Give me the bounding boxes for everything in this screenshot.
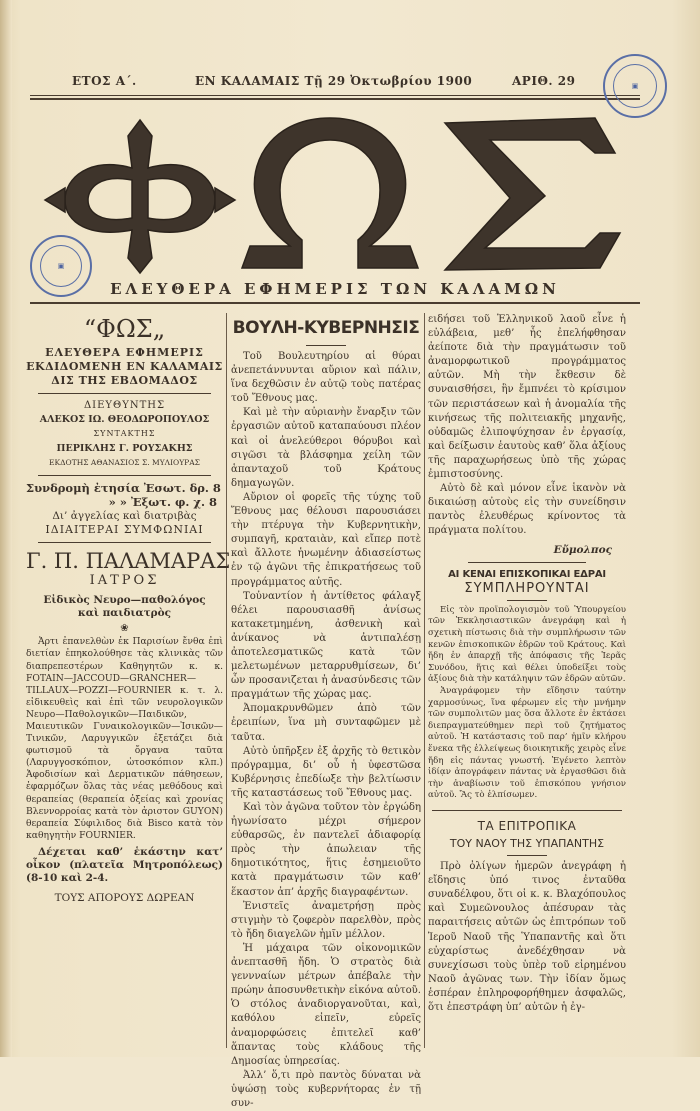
masthead-tagline: ΕΛΕΥΘΕΡΑ ΕΦΗΜΕΡΙΣ ΤΩΝ ΚΑΛΑΜΩΝ	[110, 280, 560, 298]
divider	[507, 855, 547, 856]
ads-line: Δι’ ἀγγελίας καὶ διατριβὰς	[52, 509, 197, 522]
article-paragraph: Ἐνιστεῖς ἀναμετρήσῃ πρὸς στιγμὴν τὸ ζοφερὸν παρελθὸν, πρὸς τὸ ἤδη διαγελῶν ἡμῖν μέλλον.	[231, 900, 421, 940]
article-signature: Εὔμολπος	[553, 543, 612, 556]
article-paragraph: Αὐτὸ δὲ καὶ μόνον εἶνε ἱκανὸν νὰ δικαιώσῃ αὐτοὺς εἰς τὴν συνείδησιν παντὸς ἐλευθέρως κρίνοντος τὰ πράγματα πολίτου.	[428, 483, 626, 537]
divider	[38, 475, 211, 476]
library-stamp-left-icon: ▣	[57, 262, 65, 270]
library-stamp-top-icon: ▣	[631, 82, 639, 90]
special-terms: ΙΔΙΑΙΤΕΡΑΙ ΣΥΜΦΩΝΙΑΙ	[45, 523, 204, 537]
divider	[306, 345, 346, 346]
column-rule-1	[226, 313, 227, 1048]
paper-sub3: ΔΙΣ ΤΗΣ ΕΒΔΟΜΑΔΟΣ	[51, 374, 198, 388]
header-rule-top-thick	[30, 98, 640, 100]
article-paragraph: Ἀναγράφομεν τὴν εἴδησιν ταύτην χαρμοσύνως, ἵνα φέρωμεν εἰς τὴν μνήμην τῶν συμπολιτῶν μας ὅσα ἄλλοτε ἐν ἐκτάσει διεπραγματεύθημεν περὶ τοῦ ζητήματος αὐτοῦ. Ἡ κατάστασις τοῦ παρ’ ἡμῖν κλήρου ἕνεκα τῆς ἐλλείψεως διοικητικῆς χειρὸς εἶνε ἤδη εἰς πάντας γνωστή. Ἐγένετο λεπτὸν ἰδίᾳν ἀπογράφειν πάντας νὰ ἐργασθῶσι διὰ τὴν ἀναβίωσιν τοῦ ἐπισκόπου γνήσιον αὐτοῦ. Ἂς τὸ ἐλπίσωμεν.	[428, 685, 626, 801]
column-rule-2	[424, 313, 425, 1048]
continued-paragraph: ειδήσει τοῦ Ἑλληνικοῦ λαοῦ εἶνε ἡ εὐλάβεια, μεθ’ ἧς ἐπελήφθησαν ἀείποτε διὰ τὴν πραγμάτωσιν τοῦ ἀναμορφωτικοῦ προγράμματος αὐτῶν. Μὴ τὴν ἔκθεσιν δὲ συναισθήσει, ἣν ἔμπνέει τὸ κρίσιμον τῶν περιστάσεων καὶ ἡ ἀνομαλία τῆς κινήσεως τῆς πολιτειακῆς μηχανῆς, οὐδαμῶς ἐλιποψύχησαν ἐν ἐργασίᾳ, καὶ δείξωσιν ἑαυτοὺς καθ’ ὅλα ἀξίους τῆς παραχωρήσεως ὑπὸ τῆς χώρας ἐμπιστοσύνης.	[428, 314, 626, 481]
page-edge	[0, 0, 12, 1057]
article-paragraph: Ἡ μάχαιρα τῶν οἰκονομικῶν ἀνεπτασθῆ ἤδη. Ὁ στρατὸς διὰ γεννναίων μέτρων ἀπέβαλε τὴν πρώην ἀποσυνθετικὴν εἰκόνα αὐτοῦ. Ὁ στόλος ἀναδιοργανοῦται, καὶ, καθόλου εἰπεῖν, εὐρεῖς ἀναμορφώσεις ἐπιτελεῖ καθ’ ἅπαντας τοὺς κλάδους τῆς Δημοσίας ὑπηρεσίας.	[231, 942, 421, 1067]
header-rule-top	[30, 95, 640, 96]
column-1	[26, 313, 231, 905]
divider	[38, 542, 211, 543]
masthead-phi-glyph	[45, 120, 235, 273]
article-paragraph: Ἀλλ’ ὅ,τι πρὸ παντὸς δύναται νὰ ὑψώσῃ τοὺς κυβερνήτορας ἐν τῇ συν-	[231, 1069, 421, 1109]
masthead	[40, 108, 640, 278]
issue-number: ΑΡΙΘ. 29	[512, 74, 576, 88]
headline-bishops-2: ΣΥΜΠΛΗΡΟΥΝΤΑΙ	[464, 580, 590, 596]
ad-doctor-role: ΙΑΤΡΟΣ	[89, 573, 160, 589]
publisher-line: ΕΚΔΟΤΗΣ ΑΘΑΝΑΣΙΟΣ Σ. ΜΥΛΙΟΥΡΑΣ	[49, 457, 200, 467]
headline-church-1: ΤΑ ΕΠΙΤΡΟΠΙΚΑ	[477, 818, 577, 833]
ad-specialty: Εἰδικὸς Νευρο—παθολόγος καὶ παιδιατρὸς	[43, 594, 206, 620]
director-name: ΑΛΕΚΟΣ ΙΩ. ΘΕΟΔΩΡΟΠΟΥΛΟΣ	[39, 414, 210, 426]
editor-label: ΣΥΝΤΑΚΤΗΣ	[93, 429, 156, 439]
divider	[432, 810, 622, 811]
masthead-sigma-glyph	[445, 118, 620, 270]
ad-body: Ἀρτι ἐπανελθὼν ἐκ Παρισίων ἔνθα ἐπὶ διετίαν ἐπηκολούθησε τὰς κλινικὰς τῶν διαπρεπεστέρων Καθηγητῶν κ. κ. FOTAIN—JACCOUD—GRANCHER—TILLAUX—POZZI—FOURNIER κ. τ. λ. εἰδικευθεὶς καὶ ἐπὶ τῶν νευρολογικῶν Νευρο—Παθολογικῶν—Παιδικῶν, Μαιευτικῶν Γυναικολογικῶν—Ἰσικῶν—Τινικῶν, Λαρυγγικῶν ἐξετάζει διὰ φωτισμοῦ τὰ ὄργανα ταῦτα (Λαρυγγοσκόπιον, ὠτοσκόπιον κλπ.) Ἀφοδισίων καὶ Δερματικῶν πάθησεων, ἐφαρμόζων ὅλας τὰς νέας μεθόδους καὶ θεραπείας (θεραπεία ὀξείας καὶ χρονίας Βλεννορροίας κατὰ τὸν ἀριστον GUYON) θεραπεία Σύφιλιδος διὰ Bisco κατὰ τὸν καθηγητὴν FOURNIER.	[26, 636, 223, 841]
paper-sub2: ΕΚΔΙΔΟΜΕΝΗ ΕΝ ΚΑΛΑΜΑΙΣ	[26, 360, 223, 374]
article-headline: ΒΟΥΛΗ-ΚΥΒΕΡΝΗΣΙΣ	[232, 318, 420, 338]
subscription-line-2: » » Ἐξωτ. φ. χ. 8	[108, 494, 217, 509]
masthead-omega-glyph	[242, 118, 418, 268]
column-2	[231, 313, 421, 1111]
article-paragraph: Καὶ τὸν ἀγῶνα τοῦτον τὸν ἐργώδη ἠγωνίσατο μέχρι σήμερον εὐθαρσῶς, ἐν παντελεῖ ἀδιαφορίᾳ πρὸς τὴν ἀπωλειαν τῆς δημοτικότητος, ἥτις ἐσημειοῦτο κατὰ πραγμάτωσιν τῶν καθ’ ἕκαστον ἀπ’ ἀρχῆς διαγραφέντων.	[231, 802, 421, 898]
paper-name: “ΦΩΣ„	[83, 315, 166, 343]
paper-sub1: ΕΛΕΥΘΕΡΑ ΕΦΗΜΕΡΙΣ	[45, 346, 204, 359]
ad-doctor-name: Γ. Π. ΠΑΛΑΜΑΡΑΣ	[26, 549, 231, 574]
article-paragraph: Εἰς τὸν προϊπολογισμὸν τοῦ Ὑπουργείου τῶν Ἐκκλησιαστικῶν ἀνεγράφη καὶ ἡ σχετικὴ πίστωσις διὰ τὴν συμπλήρωσιν τῶν κενῶν ἐπισκοπικῶν ἑδρῶν τοῦ Κράτους. Καὶ ἤδη ἐν ἀπαρχῇ τῆς ἀπόφασις τῆς Ἱερᾶς Συνόδου, ἥτις καὶ θέλει ὑποδείξει τοὺς ἀξίους διὰ τὴν κατάληψιν τῶν ἑδρῶν αὐτῶν.	[428, 604, 626, 685]
column-3	[428, 313, 626, 1015]
ad-hours: Δέχεται καθ’ ἑκάστην κατ’ οἶκον (πλατεῖα Μητροπόλεως) (8-10 καὶ 2-4.	[26, 845, 223, 884]
headline-bishops-1: ΑΙ ΚΕΝΑΙ ΕΠΙΣΚΟΠΙΚΑΙ ΕΔΡΑΙ	[448, 568, 606, 580]
editor-name: ΠΕΡΙΚΛΗΣ Γ. ΡΟΥΣΑΚΗΣ	[56, 442, 193, 454]
divider	[468, 562, 586, 563]
tagline-rule	[30, 302, 640, 304]
article-paragraph: Αὐτὸ ὑπῆρξεν ἐξ ἀρχῆς τὸ θετικὸν πρόγραμμα, δι’ οὗ ἡ ὑφεστῶσα Κυβέρνησις ἐπεδίωξε τὴν βελτίωσιν τῆς καταστάσεως τοῦ Ἔθνους μας.	[231, 745, 421, 799]
ad-footer: ΤΟΥΣ ΑΠΟΡΟΥΣ ΔΩΡΕΑΝ	[54, 891, 195, 904]
ad-ornament: ❀	[120, 623, 129, 635]
article-paragraph: Αὔριον οἱ φορεῖς τῆς τύχης τοῦ Ἔθνους μας θέλουσι παρουσιάσει τὴν πτέρυγα τὴν Κυβερνητικὴν, συμπαγῆ, κραταιὰν, καὶ εἴπερ ποτὲ καὶ ἄλλοτε ἡνωμένην ἀδιασείστως ἐν τῷ ἀγῶνι τῆς ἐπικρατήσεως τοῦ προγράμματος αὐτῆς.	[231, 491, 421, 588]
article-body	[231, 350, 421, 1111]
year-label: ΕΤΟΣ Α΄.	[72, 74, 137, 88]
article-paragraph: Πρὸ ὀλίγων ἡμερῶν ἀνεγράφη ἡ εἴδησις ὑπό τινος ἐνταῦθα συναδέλφου, ὅτι οἱ κ. κ. Βλαχόπουλος καὶ Συμεῶνουλος ἀπέσυραν τὰς παραιτήσεις αὐτῶν ὡς ἐπιτρόπων τοῦ Ἱεροῦ Ναοῦ τῆς Ὑπαπαντῆς καὶ ὅτι εὐχαρίστως ἀνεδέχθησαν νὰ συνεχίσωσι τοὺς ὑπὲρ τοῦ εἰρημένου Ναοῦ ἀγῶνας των. Τὴν ἰδίαν ὅμως ἑσπέραν ἐπληροφορήθημεν ἀσφαλῶς, ὅτι ἐπεστράφη ὑπ’ αὐτῶν ἡ ἐγ-	[428, 861, 626, 1013]
divider	[38, 393, 211, 394]
dateline: ΕΝ ΚΑΛΑΜΑΙΣ Τῇ 29 Ὀκτωβρίου 1900	[195, 74, 473, 88]
article-paragraph: Τοὐναντίον ἡ ἀντίθετος φάλαγξ θέλει παρουσιασθῆ ἀνίσως κατακετμημένη, ἀσθενικὴ καὶ ἀνίκανος νὰ ἀντιπαλέσῃ ἀποτελεσματικῶς κατὰ τῶν μελετωμένων μεταρρυθμίσεων, δι’ ὧν προσανιζεται ἡ ἀνασύνδεσις τῶν πραγμάτων τῆς χώρας μας.	[231, 590, 421, 701]
article-paragraph: Καὶ μὲ τὴν αὐριανὴν ἔναρξιν τῶν ἐργασιῶν αὐτοῦ καταπαύουσι πλέον καὶ οἱ ἀνελεύθεροι θόρυβοι καὶ σιγῶσι τὰ βλάσφημα χείλη τῶν ἁπανταχοῦ τοῦ Κράτους δημαγωγῶν.	[231, 407, 421, 489]
article-paragraph: Ἀπομακρυνθῶμεν ἀπὸ τῶν ἐρειπίων, ἵνα μὴ συνταφῶμεν μὲ ταῦτα.	[231, 703, 421, 743]
article-paragraph: Τοῦ Βουλευτηρίου αἱ θύραι ἀνεπετάννυνται αὔριον καὶ πάλιν, ἵνα δεχθῶσιν ἐν αὐτῷ τοὺς πατέρας τοῦ Ἔθνους μας.	[231, 351, 421, 405]
director-label: ΔΙΕΥΘΥΝΤΗΣ	[83, 400, 166, 412]
subscription-line-1: Συνδρομὴ ἐτησία Ἐσωτ. δρ. 8	[26, 480, 221, 495]
masthead-title-art	[40, 108, 640, 278]
headline-church-2: ΤΟΥ ΝΑΟΥ ΤΗΣ ΥΠΑΠΑΝΤΗΣ	[449, 836, 605, 850]
divider	[507, 600, 547, 601]
